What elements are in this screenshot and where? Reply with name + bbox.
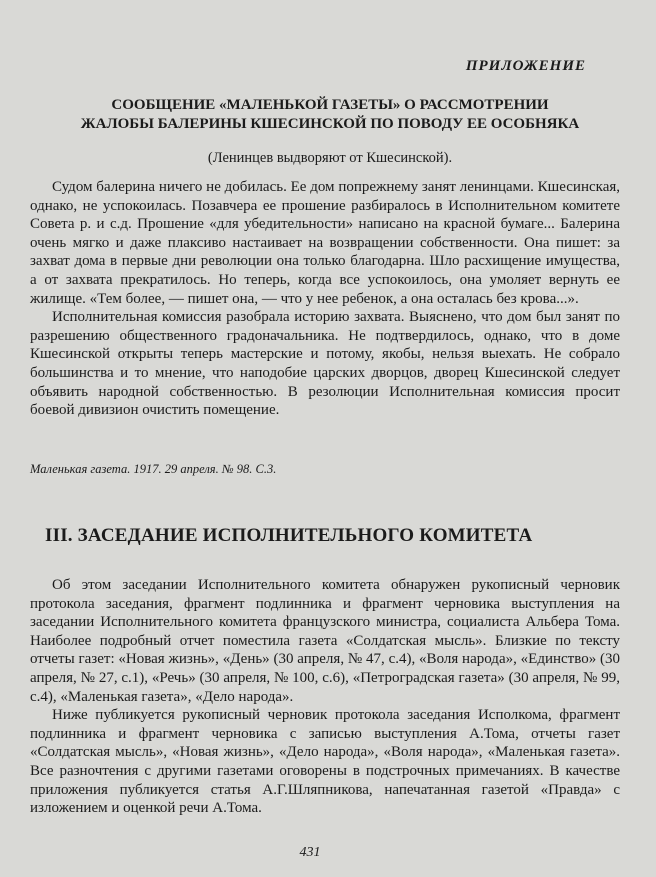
document-subtitle: (Ленинцев выдворяют от Кшесинской).: [207, 150, 453, 166]
section-body: [30, 576, 620, 818]
section-paragraph: Ниже публикуется рукописный черновик протокола заседания Исполкома, фрагмент подлинника и фрагмент черновика с записью выступления А.Тома, отчеты газет «Солдатская мысль», «Новая жизнь», «Дело народа», «Воля народа», «Маленькая газета». Все разночтения с другими газетами оговорены в подстрочных примечаниях. В качестве приложения публикуется статья А.Г.Шляпникова, напечатанная газетой «Правда» с изложением и оценкой речи А.Тома.: [30, 707, 620, 817]
section-heading: III. ЗАСЕДАНИЕ ИСПОЛНИТЕЛЬНОГО КОМИТЕТА: [45, 525, 533, 546]
running-header: ПРИЛОЖЕНИЕ: [465, 58, 586, 74]
body-paragraph: Исполнительная комиссия разобрала историю захвата. Выяснено, что дом был занят по разрешению общественного градоначальника. Не подтвердилось, однако, что в доме Кшесинской открыты теперь мастерские и потому, якобы, нельзя выехать. Не собрало большинства и то мнение, что наподобие царских дворцов, дворец Кшесинской следует объявить народной собственностью. В резолюции Исполнительная комиссия просит боевой дивизион очистить помещение.: [30, 309, 620, 419]
document-body: [30, 178, 620, 420]
document-title-line-1: СООБЩЕНИЕ «МАЛЕНЬКОЙ ГАЗЕТЫ» О РАССМОТРЕНИИ: [111, 97, 549, 113]
page-number: 431: [299, 845, 321, 860]
source-citation: Маленькая газета. 1917. 29 апреля. № 98. С.3.: [30, 462, 277, 476]
document-title: [60, 96, 600, 134]
document-title-line-2: ЖАЛОБЫ БАЛЕРИНЫ КШЕСИНСКОЙ ПО ПОВОДУ ЕЕ ОСОБНЯКА: [80, 116, 580, 132]
body-paragraph: Судом балерина ничего не добилась. Ее дом попрежнему занят ленинцами. Кшесинская, однако, не успокоилась. Позавчера ее прошение разбиралось в Исполнительном комитете Совета р. и с.д. Прошение «для убедительности» написано на красной бумаге... Балерина очень мягко и даже плаксиво настаивает на возвращении собственности. Она пишет: за захват дома в первые дни революции она только благодарна. Шло расхищение имущества, а от захвата прекратилось. Но теперь, когда все успокоилось, она умоляет вернуть ее жилище. «Тем более, — пишет она, — что у нее ребенок, а она осталась без крова...».: [30, 179, 620, 307]
section-paragraph: Об этом заседании Исполнительного комитета обнаружен рукописный черновик протокола заседания, фрагмент подлинника и фрагмент черновика выступления на заседании Исполнительного комитета французского министра, социалиста Альбера Тома. Наиболее подробный отчет поместила газета «Солдатская мысль». Близкие по тексту отчеты газет: «Новая жизнь», «День» (30 апреля, № 47, с.4), «Воля народа», «Единство» (30 апреля, № 27, с.1), «Речь» (30 апреля, № 100, с.6), «Петроградская газета» (30 апреля, № 99, с.4), «Маленькая газета», «Дело народа».: [30, 577, 620, 705]
